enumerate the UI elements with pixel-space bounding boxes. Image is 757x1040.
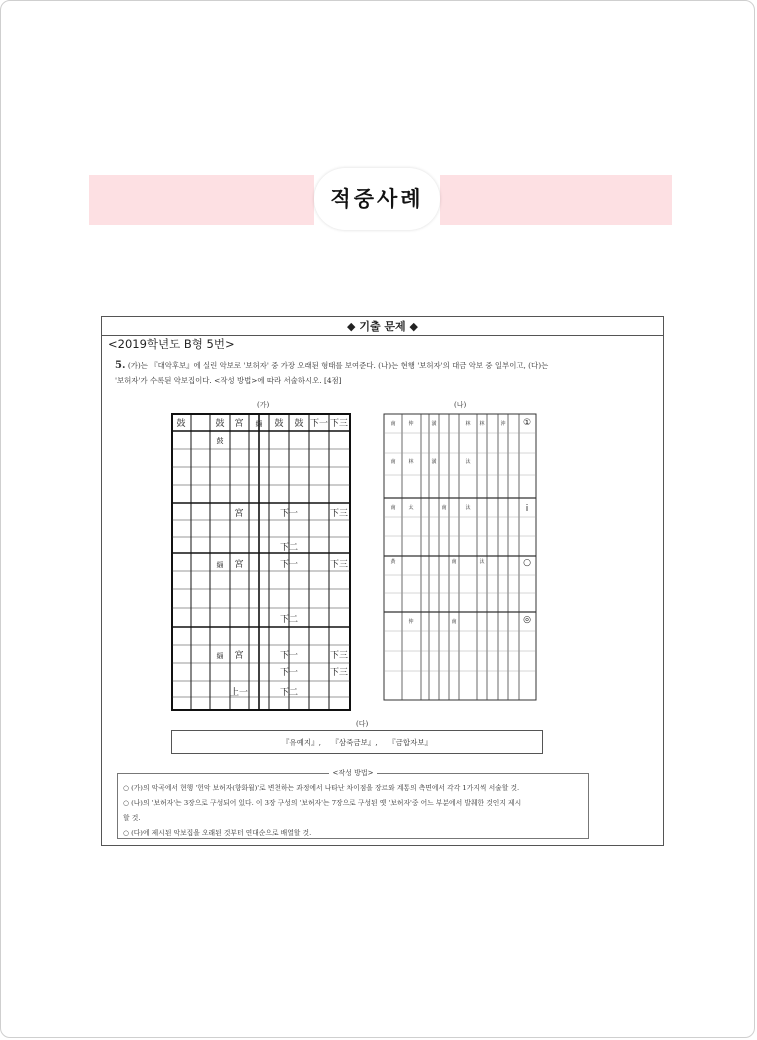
method-item-2b: 할 것. <box>123 814 141 822</box>
method-item-1: ○ (가)의 악곡에서 현행 '헌악 보허자(향화월)'로 변천하는 과정에서 나타난 차이점을 장르와 계통의 측면에서 각각 1가지씩 서술할 것. <box>123 784 520 792</box>
ga-h2: 宮 <box>234 419 244 429</box>
ga-m6: 下一 <box>279 560 299 570</box>
na-circle-2: ○ <box>523 558 531 568</box>
writing-method-box <box>117 769 589 839</box>
ga-m12: 下一 <box>279 668 299 678</box>
na-c0: 南 <box>390 421 396 427</box>
ga-m15: 下二 <box>279 688 299 698</box>
question-number: 5. <box>115 360 126 371</box>
na-c9: 汰 <box>465 459 471 465</box>
ga-m5: 宮 <box>234 560 244 570</box>
na-c10: 南 <box>390 505 396 511</box>
ga-h7: 鼓 <box>216 437 224 445</box>
question-line-1: (가)는 『대악후보』에 실린 악보로 '보허자' 중 가장 오래된 형태를 보여준다. (나)는 현행 '보허자'의 대금 악보 중 일부이고, (다)는 <box>127 361 549 370</box>
writing-method-items <box>123 781 585 841</box>
ga-h3: 緇 <box>255 420 263 428</box>
label-na: (나) <box>454 401 467 409</box>
na-c16: 南 <box>451 619 457 625</box>
ga-m7: 下三 <box>329 560 349 570</box>
na-c8: 潢 <box>431 459 437 465</box>
ga-h6: 鼓 <box>274 419 284 429</box>
na-c1: 仲 <box>408 421 414 427</box>
na-c18: 仲 <box>408 619 414 625</box>
ga-m16: 下三 <box>329 668 349 678</box>
na-c17: 汰 <box>479 559 485 565</box>
question-text <box>115 358 655 388</box>
ga-m3: 下二 <box>279 543 299 553</box>
na-circle-3: ◎ <box>523 615 531 625</box>
banner-right-band <box>440 175 672 225</box>
na-c2: 潢 <box>431 421 437 427</box>
na-circle-0: ① <box>522 418 532 428</box>
na-c4: 林 <box>479 421 485 427</box>
label-ga: (가) <box>257 401 270 409</box>
ga-m11: 宮 <box>234 651 244 661</box>
method-item-2: ○ (나)의 '보허자'는 3장으로 구성되어 있다. 이 3장 구성의 '보허자'는 7장으로 구성된 옛 '보허자'중 어느 부분에서 발췌한 것인지 제시 <box>123 799 522 807</box>
ga-m4: 緇 <box>216 561 224 569</box>
exam-header: ◆ 기출 문제 ◆ <box>102 317 663 336</box>
ga-h5: 下一 <box>309 419 329 429</box>
exam-subtitle: <2019학년도 B형 5번> <box>108 337 235 351</box>
ga-m10: 緇 <box>216 652 224 660</box>
ga-m0: 宮 <box>234 509 244 519</box>
na-c12: 南 <box>441 505 447 511</box>
ga-m9: 下一 <box>279 651 299 661</box>
ga-m8: 下二 <box>279 615 299 625</box>
ga-m1: 下一 <box>279 509 299 519</box>
ga-m2: 下三 <box>329 509 349 519</box>
ga-h4: 鼓 <box>294 419 304 429</box>
writing-method-title: <작성 방법> <box>118 768 588 778</box>
ga-m14: 上一 <box>229 688 249 698</box>
question-line-2: '보허자'가 수록된 악보집이다. <작성 방법>에 따라 서술하시오. [4점] <box>115 376 342 385</box>
na-c11: 太 <box>408 505 414 511</box>
da-books-box: 『유예지』, 『삼죽금보』, 『금합자보』 <box>171 730 543 754</box>
na-c7: 林 <box>408 459 414 465</box>
na-c15: 黃 <box>390 559 396 565</box>
na-c13: 汰 <box>465 505 471 511</box>
label-da: (다) <box>356 720 369 728</box>
na-c3: 林 <box>465 421 471 427</box>
na-circle-1: ⅰ <box>525 504 529 514</box>
ga-h1: 鼓 <box>215 419 225 429</box>
na-c14: 南 <box>451 559 457 565</box>
na-c5: 沖 <box>500 421 506 427</box>
banner-left-band <box>89 175 314 225</box>
exam-question-box <box>101 316 664 846</box>
banner-title: 적중사례 <box>330 187 424 211</box>
score-ga-image <box>171 413 351 711</box>
method-item-3: ○ (다)에 제시된 악보집을 오래된 것부터 연대순으로 배열할 것. <box>123 829 312 837</box>
score-na-image <box>383 413 537 701</box>
ga-h8: 下三 <box>329 419 349 429</box>
ga-h0: 鼓 <box>176 419 186 429</box>
na-c6: 南 <box>390 459 396 465</box>
ga-m13: 下三 <box>329 651 349 661</box>
